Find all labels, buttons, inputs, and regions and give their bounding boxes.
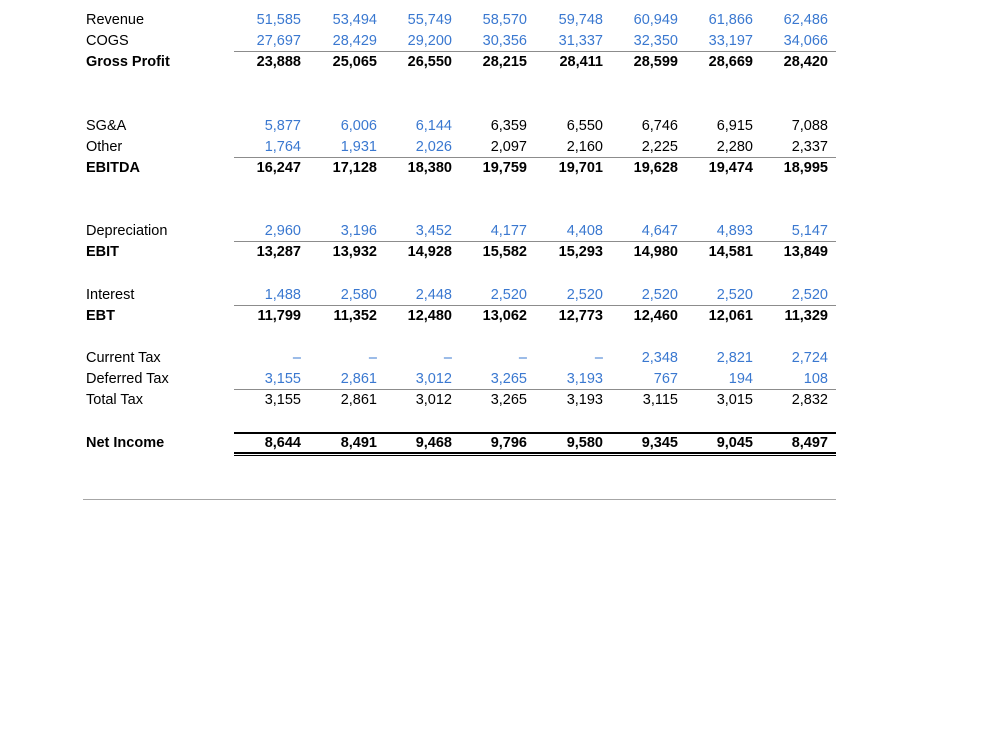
cell-ebitda[interactable]: 19,701	[558, 160, 603, 176]
cell-ebt[interactable]: 13,062	[482, 308, 527, 324]
subtotal-rule	[234, 157, 836, 158]
cell-cogs[interactable]: 28,429	[332, 33, 377, 49]
cell-ebt[interactable]: 11,352	[333, 308, 377, 324]
cell-gross-profit[interactable]: 23,888	[256, 54, 301, 70]
cell-ebt[interactable]: 12,480	[407, 308, 452, 324]
cell-revenue[interactable]: 55,749	[407, 12, 452, 28]
cell-other[interactable]: 2,280	[716, 139, 753, 155]
cell-cogs[interactable]: 32,350	[633, 33, 678, 49]
cell-sg-a[interactable]: 6,006	[340, 118, 377, 134]
cell-ebit[interactable]: 15,293	[558, 244, 603, 260]
cell-net-income[interactable]: 9,796	[490, 435, 527, 451]
cell-ebitda[interactable]: 19,474	[708, 160, 753, 176]
subtotal-rule	[234, 389, 836, 390]
cell-cogs[interactable]: 31,337	[558, 33, 603, 49]
cell-ebitda[interactable]: 19,628	[633, 160, 678, 176]
cell-current-tax[interactable]: –	[368, 350, 377, 366]
row-label-net-income: Net Income	[86, 435, 165, 451]
cell-total-tax[interactable]: 3,012	[415, 392, 452, 408]
cell-interest[interactable]: 1,488	[264, 287, 301, 303]
cell-other[interactable]: 2,225	[641, 139, 678, 155]
cell-ebit[interactable]: 14,980	[633, 244, 678, 260]
row-label-sg-a: SG&A	[86, 118, 127, 134]
cell-ebit[interactable]: 14,928	[407, 244, 452, 260]
cell-other[interactable]: 2,026	[415, 139, 452, 155]
cell-deferred-tax[interactable]: 108	[803, 371, 828, 387]
row-label-interest: Interest	[86, 287, 135, 303]
cell-gross-profit[interactable]: 28,599	[633, 54, 678, 70]
cell-depreciation[interactable]: 4,408	[566, 223, 603, 239]
cell-ebitda[interactable]: 16,247	[256, 160, 301, 176]
cell-current-tax[interactable]: 2,348	[641, 350, 678, 366]
cell-gross-profit[interactable]: 26,550	[407, 54, 452, 70]
cell-total-tax[interactable]: 3,265	[490, 392, 527, 408]
cell-ebit[interactable]: 15,582	[482, 244, 527, 260]
row-label-deferred-tax: Deferred Tax	[86, 371, 169, 387]
total-double-rule	[234, 455, 836, 456]
cell-current-tax[interactable]: –	[594, 350, 603, 366]
cell-current-tax[interactable]: 2,821	[716, 350, 753, 366]
row-label-other: Other	[86, 139, 123, 155]
cell-other[interactable]: 2,160	[566, 139, 603, 155]
cell-revenue[interactable]: 53,494	[332, 12, 377, 28]
cell-interest[interactable]: 2,520	[641, 287, 678, 303]
total-rule-top	[234, 432, 836, 434]
cell-interest[interactable]: 2,520	[490, 287, 527, 303]
cell-ebt[interactable]: 12,460	[633, 308, 678, 324]
cell-net-income[interactable]: 9,045	[716, 435, 753, 451]
cell-total-tax[interactable]: 2,832	[791, 392, 828, 408]
total-double-rule	[234, 452, 836, 454]
cell-other[interactable]: 1,764	[264, 139, 301, 155]
cell-net-income[interactable]: 8,491	[340, 435, 377, 451]
subtotal-rule	[234, 305, 836, 306]
cell-total-tax[interactable]: 3,155	[264, 392, 301, 408]
row-label-current-tax: Current Tax	[86, 350, 161, 366]
cell-cogs[interactable]: 27,697	[256, 33, 301, 49]
cell-other[interactable]: 1,931	[340, 139, 377, 155]
cell-cogs[interactable]: 29,200	[407, 33, 452, 49]
cell-deferred-tax[interactable]: 3,265	[490, 371, 527, 387]
cell-ebit[interactable]: 13,932	[332, 244, 377, 260]
cell-sg-a[interactable]: 7,088	[791, 118, 828, 134]
cell-ebitda[interactable]: 18,995	[783, 160, 828, 176]
cell-total-tax[interactable]: 3,015	[716, 392, 753, 408]
cell-revenue[interactable]: 58,570	[482, 12, 527, 28]
cell-interest[interactable]: 2,520	[716, 287, 753, 303]
cell-net-income[interactable]: 9,468	[415, 435, 452, 451]
cell-revenue[interactable]: 51,585	[256, 12, 301, 28]
cell-interest[interactable]: 2,520	[791, 287, 828, 303]
cell-ebit[interactable]: 13,849	[783, 244, 828, 260]
cell-sg-a[interactable]: 6,915	[716, 118, 753, 134]
row-label-revenue: Revenue	[86, 12, 145, 28]
cell-sg-a[interactable]: 6,144	[415, 118, 452, 134]
cell-depreciation[interactable]: 4,177	[490, 223, 527, 239]
cell-sg-a[interactable]: 5,877	[264, 118, 301, 134]
cell-interest[interactable]: 2,520	[566, 287, 603, 303]
row-label-cogs: COGS	[86, 33, 129, 49]
cell-gross-profit[interactable]: 25,065	[332, 54, 377, 70]
row-label-ebt: EBT	[86, 308, 115, 324]
cell-current-tax[interactable]: –	[292, 350, 301, 366]
cell-net-income[interactable]: 9,345	[641, 435, 678, 451]
cell-ebt[interactable]: 12,061	[708, 308, 753, 324]
cell-gross-profit[interactable]: 28,215	[482, 54, 527, 70]
cell-cogs[interactable]: 34,066	[783, 33, 828, 49]
cell-current-tax[interactable]: 2,724	[791, 350, 828, 366]
cell-interest[interactable]: 2,448	[415, 287, 452, 303]
cell-sg-a[interactable]: 6,746	[641, 118, 678, 134]
cell-sg-a[interactable]: 6,359	[490, 118, 527, 134]
cell-depreciation[interactable]: 4,893	[716, 223, 753, 239]
subtotal-rule	[234, 241, 836, 242]
cell-ebt[interactable]: 11,799	[257, 308, 301, 324]
cell-gross-profit[interactable]: 28,669	[708, 54, 753, 70]
cell-ebit[interactable]: 13,287	[256, 244, 301, 260]
cell-gross-profit[interactable]: 28,411	[559, 54, 603, 70]
cell-revenue[interactable]: 61,866	[708, 12, 753, 28]
row-label-total-tax: Total Tax	[86, 392, 143, 408]
cell-depreciation[interactable]: 4,647	[641, 223, 678, 239]
cell-current-tax[interactable]: –	[443, 350, 452, 366]
subtotal-rule	[234, 51, 836, 52]
cell-ebitda[interactable]: 17,128	[332, 160, 377, 176]
cell-other[interactable]: 2,337	[791, 139, 828, 155]
cell-deferred-tax[interactable]: 194	[728, 371, 753, 387]
cell-deferred-tax[interactable]: 3,012	[415, 371, 452, 387]
cell-revenue[interactable]: 59,748	[558, 12, 603, 28]
cell-net-income[interactable]: 8,644	[264, 435, 301, 451]
cell-current-tax[interactable]: –	[518, 350, 527, 366]
cell-revenue[interactable]: 62,486	[783, 12, 828, 28]
cell-cogs[interactable]: 33,197	[708, 33, 753, 49]
cell-other[interactable]: 2,097	[490, 139, 527, 155]
cell-revenue[interactable]: 60,949	[633, 12, 678, 28]
cell-total-tax[interactable]: 2,861	[340, 392, 377, 408]
cell-interest[interactable]: 2,580	[340, 287, 377, 303]
row-label-depreciation: Depreciation	[86, 223, 168, 239]
cell-net-income[interactable]: 9,580	[566, 435, 603, 451]
row-label-ebit: EBIT	[86, 244, 120, 260]
cell-deferred-tax[interactable]: 3,155	[264, 371, 301, 387]
cell-depreciation[interactable]: 5,147	[791, 223, 828, 239]
cell-sg-a[interactable]: 6,550	[566, 118, 603, 134]
cell-deferred-tax[interactable]: 767	[653, 371, 678, 387]
cell-deferred-tax[interactable]: 3,193	[566, 371, 603, 387]
cell-gross-profit[interactable]: 28,420	[783, 54, 828, 70]
cell-deferred-tax[interactable]: 2,861	[340, 371, 377, 387]
cell-ebitda[interactable]: 18,380	[407, 160, 452, 176]
cell-total-tax[interactable]: 3,115	[642, 392, 678, 408]
row-label-ebitda: EBITDA	[86, 160, 140, 176]
cell-cogs[interactable]: 30,356	[482, 33, 527, 49]
cell-ebt[interactable]: 11,329	[784, 308, 828, 324]
section-divider	[83, 499, 836, 500]
cell-depreciation[interactable]: 3,196	[340, 223, 377, 239]
cell-total-tax[interactable]: 3,193	[566, 392, 603, 408]
cell-depreciation[interactable]: 3,452	[415, 223, 452, 239]
row-label-gross-profit: Gross Profit	[86, 54, 170, 70]
cell-ebt[interactable]: 12,773	[558, 308, 603, 324]
cell-ebitda[interactable]: 19,759	[482, 160, 527, 176]
cell-ebit[interactable]: 14,581	[708, 244, 753, 260]
cell-net-income[interactable]: 8,497	[791, 435, 828, 451]
cell-depreciation[interactable]: 2,960	[264, 223, 301, 239]
